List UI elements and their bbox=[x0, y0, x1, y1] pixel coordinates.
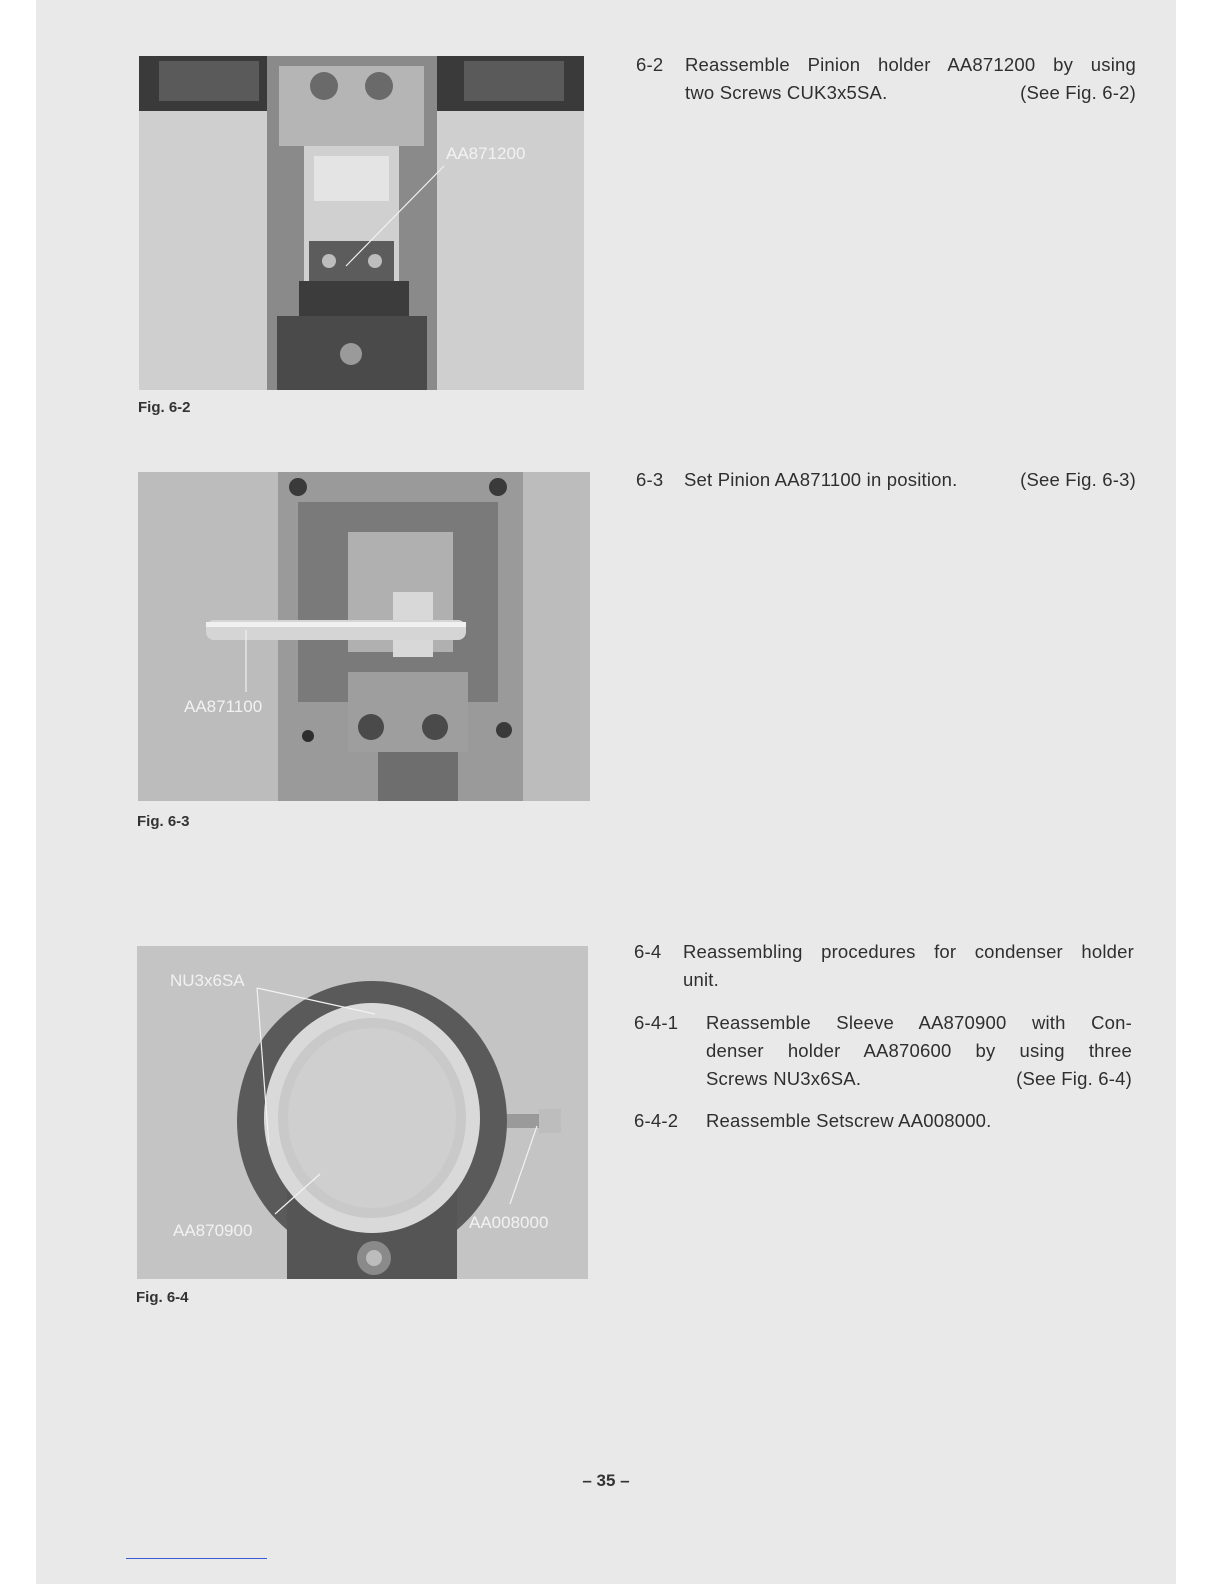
step-6-4 bbox=[634, 938, 1134, 998]
step-text-line bbox=[706, 1065, 1132, 1093]
callout-label-aa870900: AA870900 bbox=[173, 1221, 253, 1240]
step-text-line: Reassembling procedures for condenser holder bbox=[683, 941, 1134, 962]
step-text-line: Reassemble Sleeve AA870900 with Con- bbox=[706, 1012, 1132, 1033]
step-6-2 bbox=[636, 51, 1136, 111]
step-text-segment: two Screws CUK3x5SA. bbox=[685, 82, 888, 103]
step-text-segment: Screws NU3x6SA. bbox=[706, 1068, 862, 1089]
footer-link-underline[interactable] bbox=[126, 1558, 267, 1559]
step-text-segment: Set Pinion AA871100 in position. bbox=[684, 469, 958, 490]
step-number: 6-2 bbox=[636, 54, 664, 75]
figure-6-2-caption: Fig. 6-2 bbox=[138, 399, 191, 416]
figure-6-2-photo bbox=[139, 56, 584, 390]
page-number: – 35 – bbox=[582, 1471, 630, 1490]
figure-6-3-photo bbox=[138, 472, 590, 801]
figure-reference: (See Fig. 6-3) bbox=[1020, 469, 1136, 490]
callout-label-nu3x6sa: NU3x6SA bbox=[170, 971, 245, 990]
figure-reference: (See Fig. 6-4) bbox=[1016, 1068, 1132, 1089]
step-6-4-1 bbox=[634, 1009, 1134, 1099]
figure-6-4-photo bbox=[137, 946, 588, 1279]
step-text-line bbox=[684, 466, 1136, 494]
figure-6-4-caption: Fig. 6-4 bbox=[136, 1289, 189, 1306]
step-text-line: denser holder AA870600 by using three bbox=[706, 1040, 1132, 1061]
callout-label-aa871200: AA871200 bbox=[446, 144, 526, 163]
step-text-line: Reassemble Setscrew AA008000. bbox=[706, 1110, 992, 1131]
figure-reference: (See Fig. 6-2) bbox=[1020, 82, 1136, 103]
step-text-line bbox=[685, 79, 1136, 107]
step-number: 6-3 bbox=[636, 469, 664, 490]
step-6-3 bbox=[636, 466, 1136, 496]
step-number: 6-4-1 bbox=[634, 1012, 679, 1033]
callout-label-aa008000: AA008000 bbox=[469, 1213, 549, 1232]
step-text-line: unit. bbox=[683, 969, 719, 990]
step-number: 6-4 bbox=[634, 941, 662, 962]
step-6-4-2 bbox=[634, 1107, 1134, 1137]
callout-label-aa871100: AA871100 bbox=[184, 697, 263, 716]
figure-6-3-caption: Fig. 6-3 bbox=[137, 813, 190, 830]
step-number: 6-4-2 bbox=[634, 1110, 679, 1131]
step-text-line: Reassemble Pinion holder AA871200 by using bbox=[685, 54, 1136, 75]
manual-page bbox=[36, 0, 1176, 1584]
